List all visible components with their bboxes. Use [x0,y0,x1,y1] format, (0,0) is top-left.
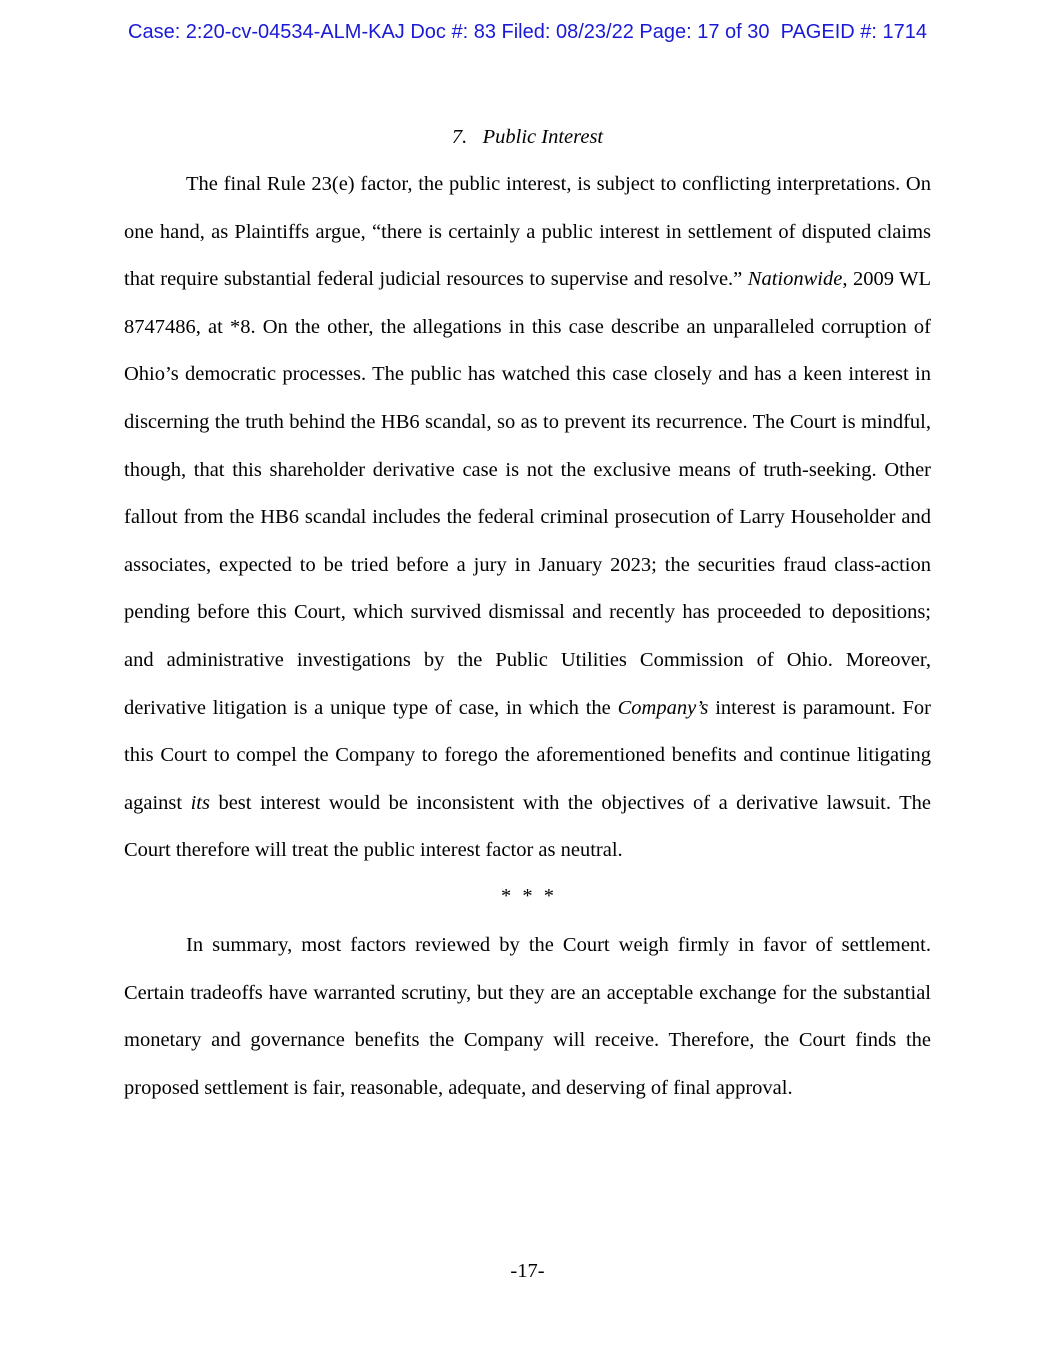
section-separator: * * * [501,885,554,907]
paragraph-text: interest is paramount. For this Court to compel the Company to forego the aforementioned benefits and continue litigating against [124,696,931,814]
paragraph-text: The final Rule 23(e) factor, the public interest, is subject to conflicting interpretations. On one hand, as Plaintiffs argue, “there is certainly a public interest in settlement of disputed claims that require substantial federal judicial resources to supervise and resolve.” [124,173,931,291]
paragraph-text: , 2009 WL 8747486, at *8. On the other, the allegations in this case describe an unparalleled corruption of Ohio’s democratic processes. The public has watched this case closely and has a keen interest in discerning the truth behind the HB6 scandal, so as to prevent its recurrence. The Court is mindful, though, that this shareholder derivative case is not the exclusive means of truth-seeking. Other fallout from the HB6 scandal includes the federal criminal prosecution of Larry Householder and associates, expected to be tried before a jury in January 2023; the securities fraud class-action pending before this Court, which survived dismissal and recently has proceeded to depositions; and administrative investigations by the Public Utilities Commission of Ohio. Moreover, derivative litigation is a unique type of case, in which the [124,268,931,719]
paragraph-text: In summary, most factors reviewed by the Court weigh firmly in favor of settlement. Certain tradeoffs have warranted scrutiny, but they are an acceptable exchange for the substantial monetary and governance benefits the Company will receive. Therefore, the Court finds the proposed settlement is fair, reasonable, adequate, and deserving of final approval. [124,934,931,1099]
case-header: Case: 2:20-cv-04534-ALM-KAJ Doc #: 83 Filed: 08/23/22 Page: 17 of 30 PAGEID #: 1714 [128,21,927,43]
case-citation: Nationwide [747,268,843,291]
emphasis-text: its [190,791,210,814]
paragraph-text: best interest would be inconsistent with the objectives of a derivative lawsuit. The Court therefore will treat the public interest factor as neutral. [124,791,931,862]
emphasis-text: Company’s [617,696,709,719]
section-heading: 7. Public Interest [451,126,604,148]
page-number: -17- [510,1260,545,1282]
paragraph-public-interest [124,161,931,875]
paragraph-summary [124,922,931,1112]
